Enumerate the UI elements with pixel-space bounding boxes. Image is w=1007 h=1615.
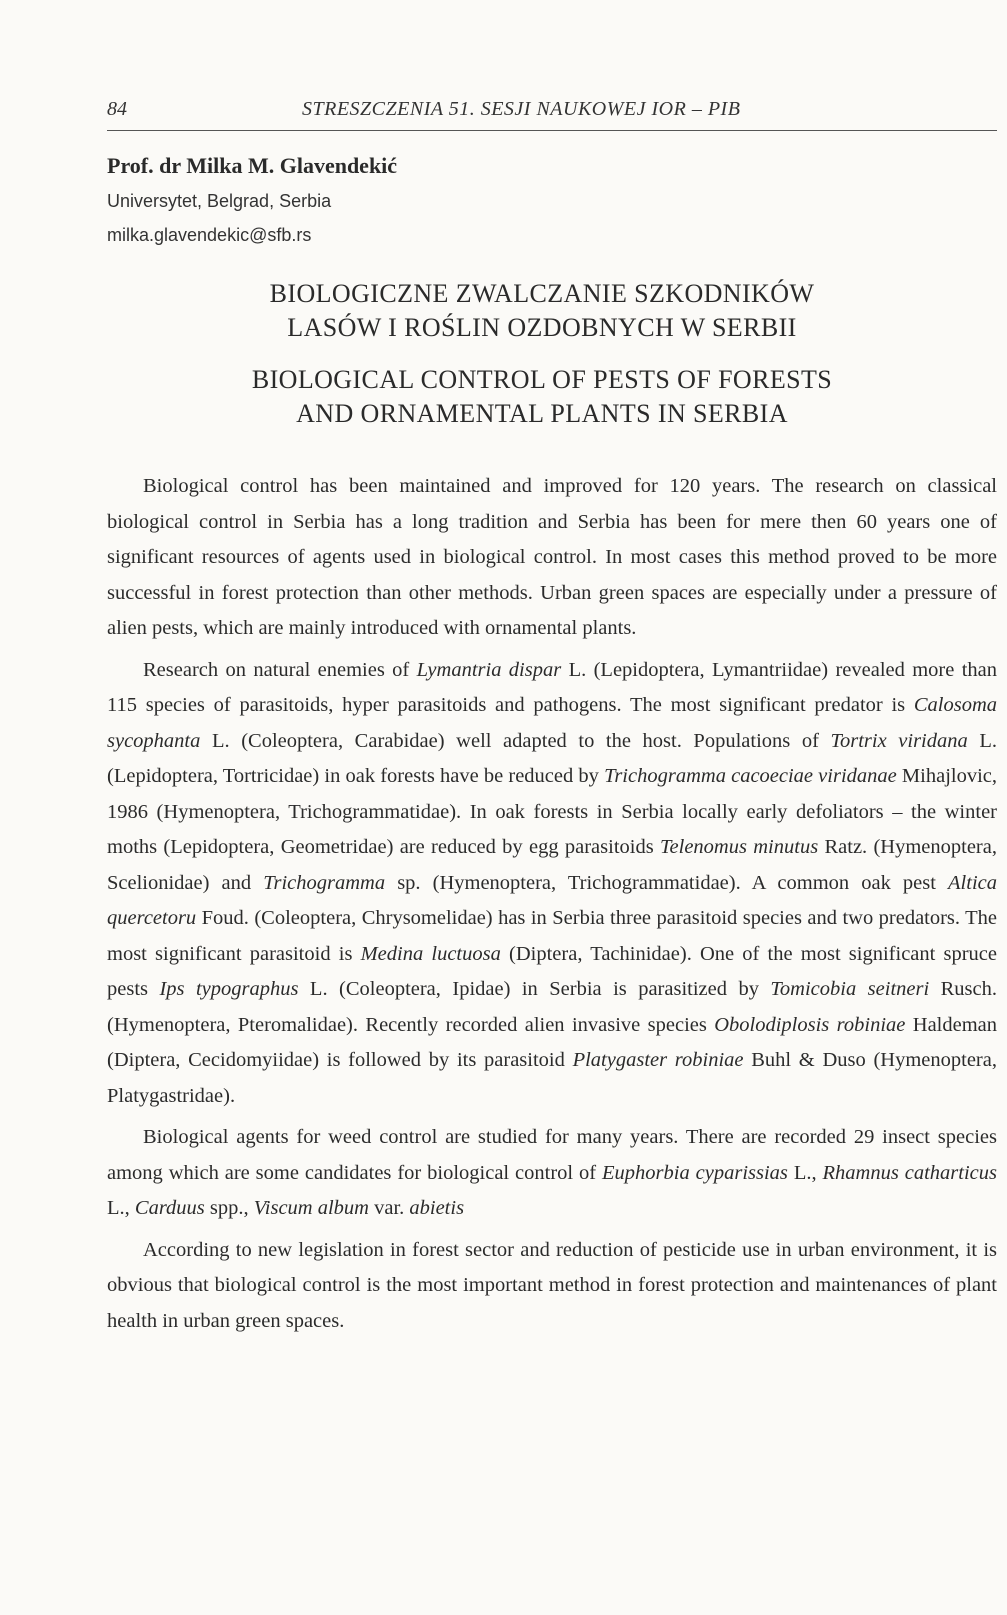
running-head <box>107 96 997 131</box>
text-run: L., <box>107 1197 135 1219</box>
species-name: Platygaster robiniae <box>572 1049 744 1071</box>
species-name: Lymantria dispar <box>416 658 562 681</box>
species-name: Obolodiplosis robiniae <box>714 1013 906 1036</box>
text-run: Foud. (Coleoptera, Chrysomelidae) has in Serbia three parasitoid species and two predators. The most significant parasitoid is <box>107 907 997 965</box>
text-run: According to new legislation in forest sector and reduction of pesticide use in urban environment, it is obvious that biological control is the most important method in forest protection and maintenances of plant health in urban green spaces. <box>107 1238 997 1332</box>
text-run: Buhl & Duso (Hymenoptera, Platygastridae). <box>107 1049 997 1107</box>
text-run: Ratz. (Hymenoptera, Scelionidae) and <box>107 836 997 894</box>
journal-title: STRESZCZENIA 51. SESJI NAUKOWEJ IOR – PIB <box>302 98 741 120</box>
abstract-paragraph <box>107 1120 997 1227</box>
species-name: abietis <box>409 1197 465 1219</box>
text-run: L., <box>787 1161 823 1184</box>
title-polish <box>107 277 977 345</box>
author-name: Prof. dr Milka M. Glavendekić <box>107 153 398 178</box>
title-polish-line-2: LASÓW I ROŚLIN OZDOBNYCH W SERBII <box>287 313 797 342</box>
species-name: Telenomus minutus <box>660 836 819 858</box>
species-name: Calosoma sycophanta <box>107 694 997 752</box>
text-run: Biological agents for weed control are studied for many years. There are recorded 29 insect species among which are some candidates for biological control of <box>107 1126 997 1184</box>
species-name: Carduus <box>134 1197 205 1219</box>
species-name: Altica quercetoru <box>107 871 997 929</box>
author-affiliation: Universytet, Belgrad, Serbia <box>107 191 332 211</box>
species-name: Ips typographus <box>159 978 299 1000</box>
species-name: Tortrix viridana <box>830 729 968 752</box>
text-run: Mihajlovic, 1986 (Hymenoptera, Trichogrammatidae). In oak forests in Serbia locally early defoliators – the winter moths (Lepidoptera, Geometridae) are reduced by egg parasitoids <box>107 765 997 858</box>
text-run: L. (Lepidoptera, Lymantriidae) revealed more than 115 species of parasitoids, hyper parasitoids and pathogens. The most significant predator is <box>107 658 998 716</box>
title-block <box>107 277 997 431</box>
species-name: Rhamnus catharticus <box>822 1161 997 1184</box>
abstract-body <box>107 469 997 1339</box>
text-run: (Diptera, Tachinidae). One of the most significant spruce pests <box>107 942 998 1000</box>
species-name: Viscum album <box>253 1197 369 1219</box>
text-run: L. (Coleoptera, Carabidae) well adapted to the host. Populations of <box>200 729 831 752</box>
text-run: Research on natural enemies of <box>143 658 417 681</box>
text-run: L. (Coleoptera, Ipidae) in Serbia is parasitized by <box>298 978 771 1000</box>
abstract-paragraph <box>107 469 997 647</box>
species-name: Trichogramma cacoeciae viridanae <box>604 765 897 787</box>
author-email: milka.glavendekic@sfb.rs <box>107 225 312 245</box>
text-run: var. <box>368 1197 410 1219</box>
species-name: Tomicobia seitneri <box>770 978 930 1000</box>
abstract-paragraph <box>107 653 997 1115</box>
title-english-line-2: AND ORNAMENTAL PLANTS IN SERBIA <box>296 399 788 428</box>
title-polish-line-1: BIOLOGICZNE ZWALCZANIE SZKODNIKÓW <box>269 279 815 308</box>
abstract-paragraph <box>107 1233 997 1340</box>
text-run: spp., <box>204 1197 254 1219</box>
text-run: Rusch. (Hymenoptera, Pteromalidae). Recently recorded alien invasive species <box>107 978 997 1036</box>
title-english-line-1: BIOLOGICAL CONTROL OF PESTS OF FORESTS <box>251 365 833 394</box>
text-run: Haldeman (Diptera, Cecidomyiidae) is followed by its parasitoid <box>107 1013 998 1071</box>
species-name: Euphorbia cyparissias <box>602 1161 788 1184</box>
text-run: L. (Lepidoptera, Tortricidae) in oak forests have be reduced by <box>107 729 997 787</box>
text-run: sp. (Hymenoptera, Trichogrammatidae). A common oak pest <box>385 871 949 894</box>
title-english <box>107 363 977 431</box>
page-number: 84 <box>107 98 127 120</box>
page <box>107 96 997 1339</box>
text-run: Biological control has been maintained and improved for 120 years. The research on classical biological control in Serbia has a long tradition and Serbia has been for mere then 60 years one of significant resources of agents used in biological control. In most cases this method proved to be more successful in forest protection than other methods. Urban green spaces are especially under a pressure of alien pests, which are mainly introduced with ornamental plants. <box>107 475 997 639</box>
species-name: Trichogramma <box>263 871 386 894</box>
species-name: Medina luctuosa <box>360 942 501 965</box>
